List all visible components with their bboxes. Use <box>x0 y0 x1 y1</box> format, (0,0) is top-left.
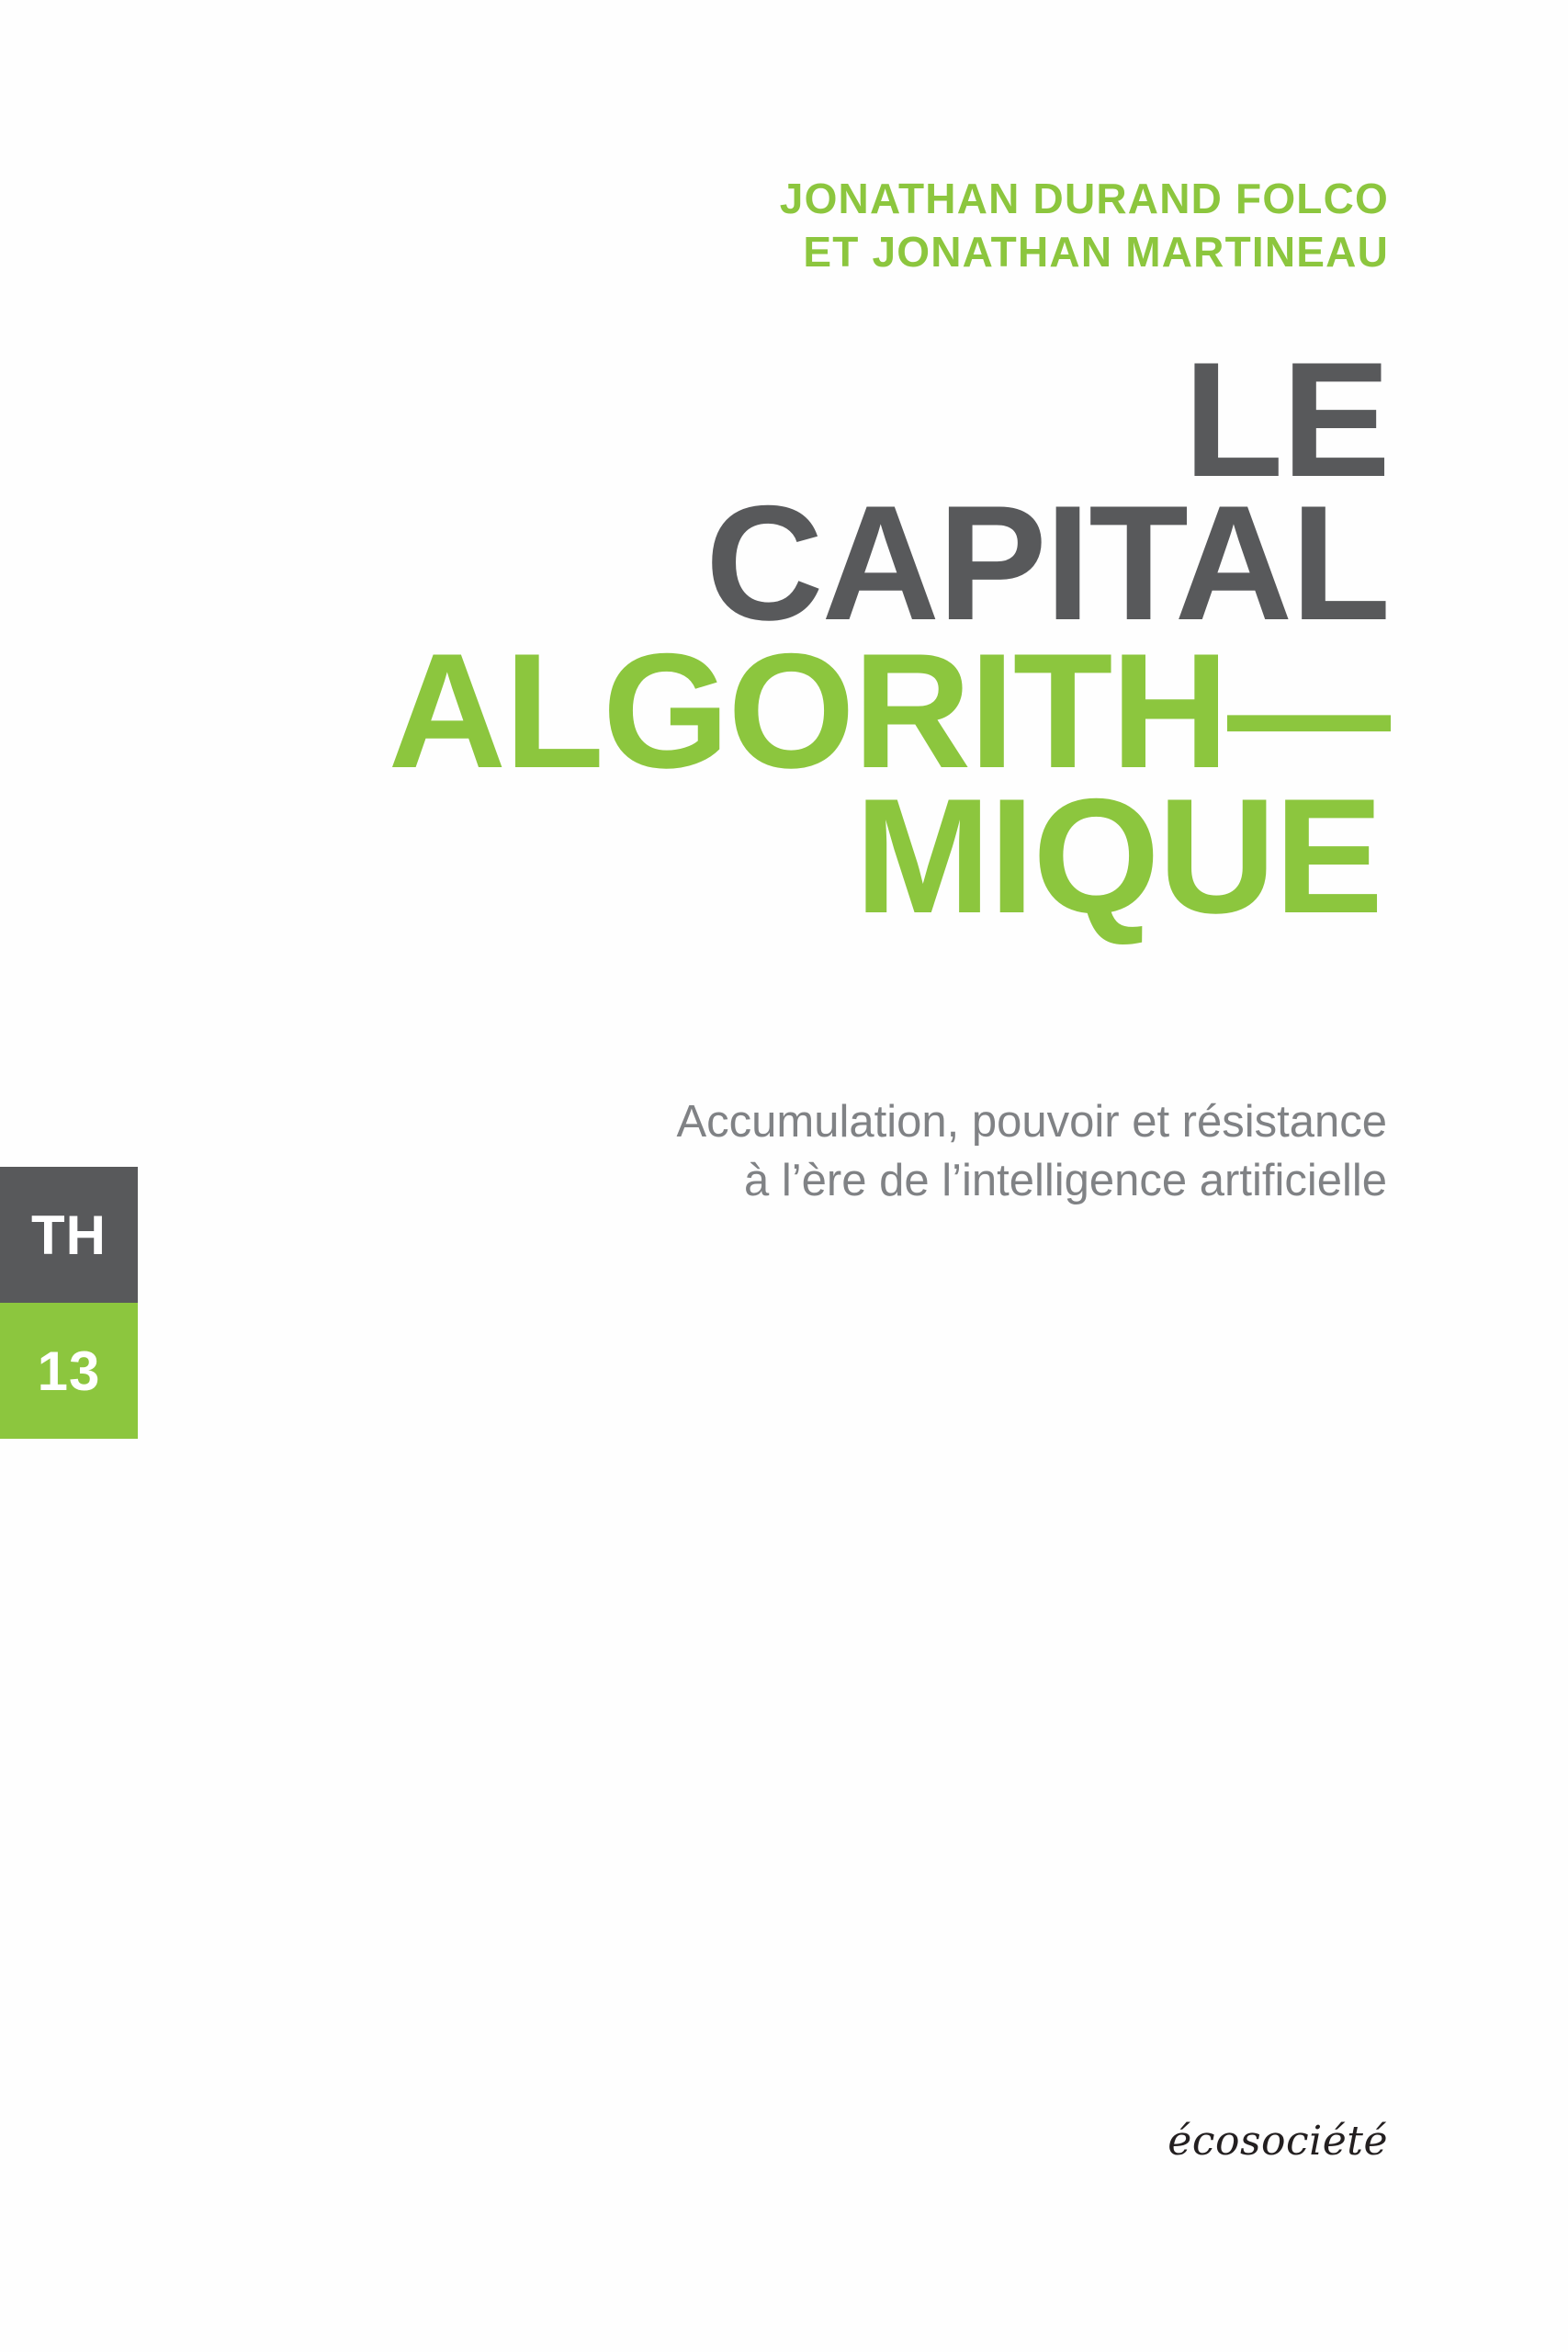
subtitle-line-2: à l’ère de l’intelligence artificielle <box>744 1155 1387 1205</box>
authors-block <box>0 173 1389 278</box>
author-line-2: ET JONATHAN MARTINEAU <box>803 227 1389 276</box>
subtitle-line-1: Accumulation, pouvoir et résistance <box>676 1097 1387 1147</box>
title-line-1: LE <box>1183 328 1389 511</box>
title-line-4: MIQUE <box>854 764 1382 948</box>
collection-badge-code: TH <box>0 1167 138 1303</box>
title-line-3: ALGORITH— <box>388 618 1389 802</box>
title-line-2: CAPITAL <box>705 471 1389 655</box>
book-title <box>0 328 1389 948</box>
author-line-1: JONATHAN DURAND FOLCO <box>779 175 1389 222</box>
publisher-logo: écosociété <box>1168 2118 1388 2165</box>
collection-badge-number: 13 <box>0 1303 138 1439</box>
book-subtitle <box>0 1093 1387 1210</box>
